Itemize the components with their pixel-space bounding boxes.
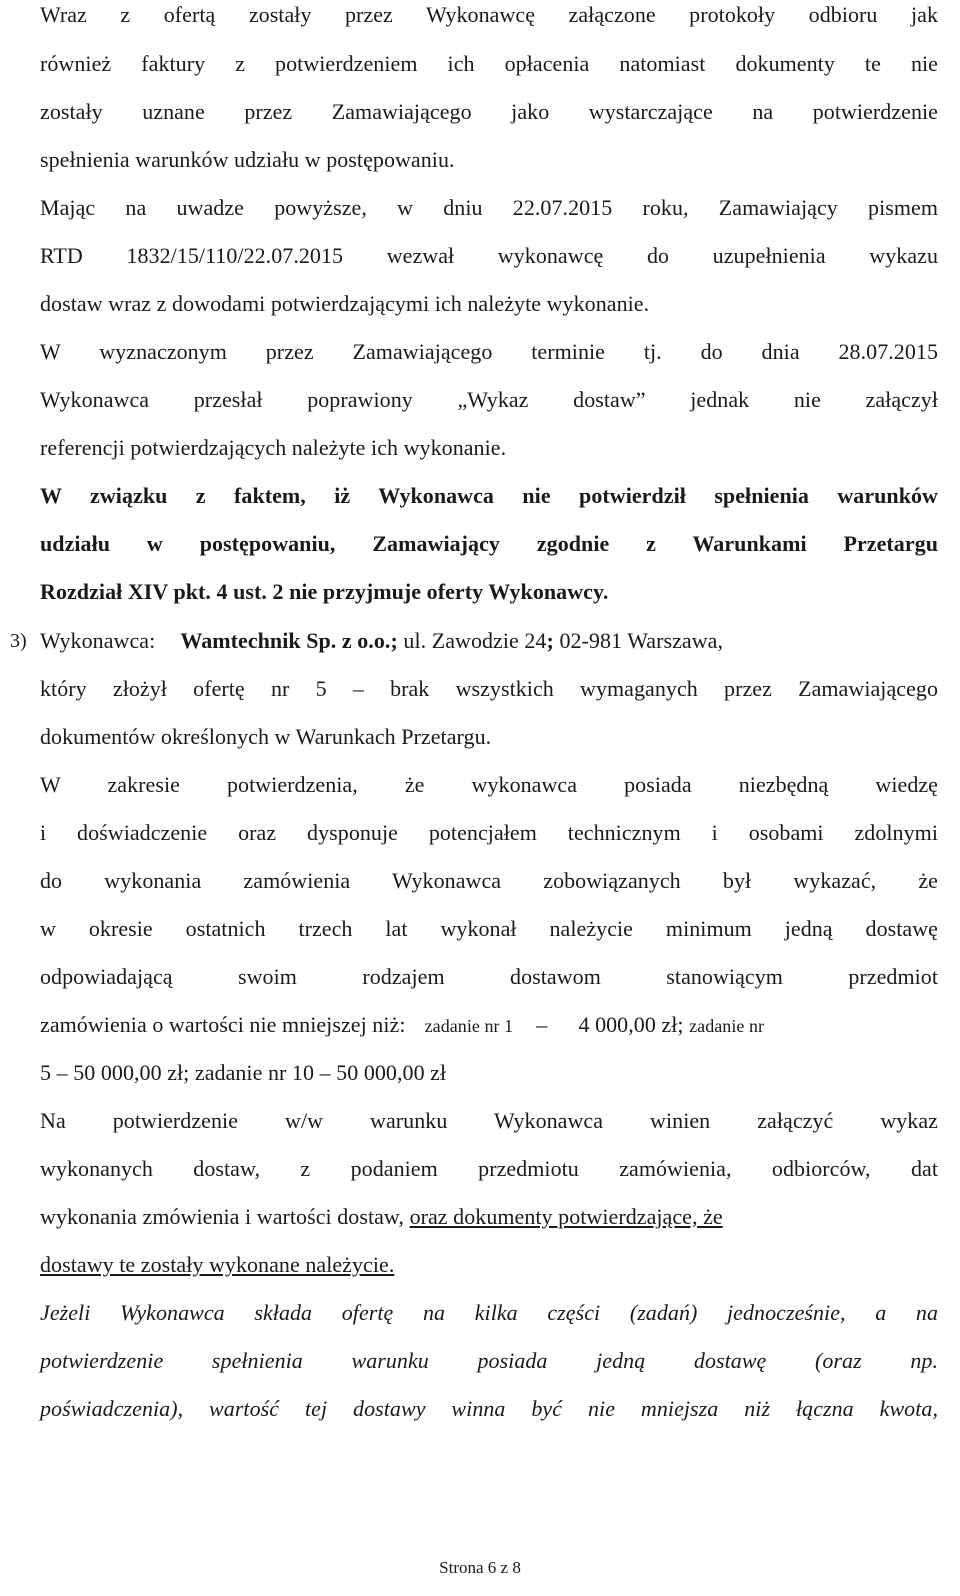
paragraph-line: Wykonawca przesłał poprawiony „Wykaz dostaw” jednak nie załączył (40, 387, 938, 412)
paragraph-line: Mając na uwadze powyższe, w dniu 22.07.2015 roku, Zamawiający pismem (40, 195, 938, 220)
task1-label: zadanie nr 1 (424, 1016, 514, 1036)
list-number: 3) (10, 630, 27, 652)
paragraph-line: dostaw wraz z dowodami potwierdzającymi ich należyte wykonanie. (40, 291, 650, 316)
paragraph-line: zostały uznane przez Zamawiającego jako wystarczające na potwierdzenie (40, 99, 938, 124)
underlined-text: oraz dokumenty potwierdzające, że (409, 1204, 723, 1229)
paragraph-line: referencji potwierdzających należyte ich wykonanie. (40, 435, 507, 460)
paragraph-line: i doświadczenie oraz dysponuje potencjałem technicznym i osobami zdolnymi (40, 820, 938, 845)
contractor-line (40, 626, 938, 656)
paragraph-line: Na potwierdzenie w/w warunku Wykonawca winien załączyć wykaz (40, 1108, 938, 1133)
contractor-label: Wykonawca: (40, 628, 156, 653)
bold-paragraph-line: Rozdział XIV pkt. 4 ust. 2 nie przyjmuje oferty Wykonawcy. (40, 579, 609, 604)
paragraph-line: W wyznaczonym przez Zamawiającego terminie tj. do dnia 28.07.2015 (40, 339, 938, 364)
paragraph-line: Wraz z ofertą zostały przez Wykonawcę załączone protokoły odbioru jak (40, 2, 938, 27)
italic-paragraph-line: potwierdzenie spełnienia warunku posiada jedną dostawę (oraz np. (40, 1348, 938, 1373)
task1-dash: – (536, 1012, 548, 1037)
contractor-address-semicolon: ; (546, 628, 554, 653)
task5-label: zadanie nr (689, 1016, 765, 1036)
paragraph-line: W zakresie potwierdzenia, że wykonawca posiada niezbędną wiedzę (40, 772, 938, 797)
paragraph-line: do wykonania zamówienia Wykonawca zobowiązanych był wykazać, że (40, 868, 938, 893)
paragraph-line: RTD 1832/15/110/22.07.2015 wezwał wykonawcę do uzupełnienia wykazu (40, 243, 938, 268)
underlined-paragraph-line (40, 1250, 938, 1280)
task1-value: 4 000,00 zł; (578, 1012, 684, 1037)
amount-line-2: 5 – 50 000,00 zł; zadanie nr 10 – 50 000,00 zł (40, 1060, 447, 1085)
underlined-text: dostawy te zostały wykonane należycie. (40, 1252, 395, 1277)
contractor-address-a: ul. Zawodzie 24 (403, 628, 547, 653)
plain-text: wykonania zmówienia i wartości dostaw, (40, 1204, 404, 1229)
paragraph-line: spełnienia warunków udziału w postępowaniu. (40, 147, 455, 172)
page-footer: Strona 6 z 8 (439, 1558, 521, 1577)
underlined-paragraph-line (40, 1202, 938, 1232)
paragraph-line: wykonanych dostaw, z podaniem przedmiotu zamówienia, odbiorców, dat (40, 1156, 938, 1181)
paragraph-line: dokumentów określonych w Warunkach Przetargu. (40, 724, 492, 749)
italic-paragraph-line: Jeżeli Wykonawca składa ofertę na kilka części (zadań) jednocześnie, a na (40, 1300, 938, 1325)
amount-lead: zamówienia o wartości nie mniejszej niż: (40, 1012, 406, 1037)
paragraph-line: odpowiadającą swoim rodzajem dostawom stanowiącym przedmiot (40, 964, 938, 989)
contractor-company: Wamtechnik Sp. z o.o.; (180, 628, 398, 653)
bold-paragraph-line: udziału w postępowaniu, Zamawiający zgodnie z Warunkami Przetargu (40, 531, 938, 556)
italic-paragraph-line: poświadczenia), wartość tej dostawy winna być nie mniejsza niż łączna kwota, (40, 1396, 938, 1421)
bold-paragraph-line: W związku z faktem, iż Wykonawca nie potwierdził spełnienia warunków (40, 483, 938, 508)
paragraph-line: który złożył ofertę nr 5 – brak wszystkich wymaganych przez Zamawiającego (40, 676, 938, 701)
amount-line (40, 1010, 938, 1041)
paragraph-line: również faktury z potwierdzeniem ich opłacenia natomiast dokumenty te nie (40, 51, 938, 76)
contractor-address-b: 02-981 Warszawa, (559, 628, 724, 653)
paragraph-line: w okresie ostatnich trzech lat wykonał należycie minimum jedną dostawę (40, 916, 938, 941)
